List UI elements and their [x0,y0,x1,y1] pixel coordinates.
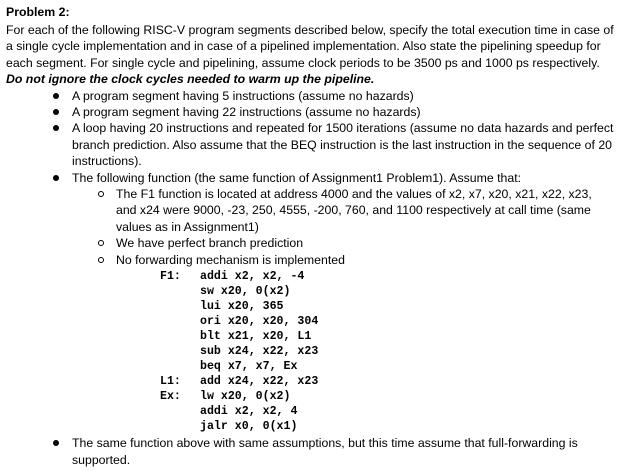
sub-list-item-text: The F1 function is located at address 4000 and the values of x2, x7, x20, x21, x22, x23, and x24 were 9000, -23, 250, 4555, -200, 760, and 1100 respectively at call time (same values as in Assignment1) [116,187,592,234]
bullet-icon [53,175,59,181]
code-instruction: ori x20, x20, 304 [200,315,319,329]
code-instruction: sub x24, x22, x23 [200,345,319,359]
problem-document [6,4,614,468]
list-item-text: A program segment having 5 instructions (assume no hazards) [72,88,414,103]
code-instruction: lui x20, 365 [200,300,284,314]
code-instruction: blt x21, x20, L1 [200,330,312,344]
list-item [6,104,614,120]
code-line [160,374,614,389]
hollow-bullet-icon [98,257,104,263]
code-instruction: jalr x0, 0(x1) [200,420,298,434]
code-line [160,344,614,359]
code-line [160,314,614,329]
list-item [6,435,614,468]
sub-list-item-text: We have perfect branch prediction [116,236,304,251]
intro-text: For each of the following RISC-V program segments described below, specify the total execution time in case of a single cycle implementation and in case of a pipelined implementation. Also state the pipelining speedup for each segment. For single cycle and pipelining, assume clock periods to be 3500 ps and 1000 ps respectively. [6,23,614,70]
sub-list-item [68,235,614,251]
code-label [160,359,200,374]
code-instruction: sw x20, 0(x2) [200,285,291,299]
code-instruction: addi x2, x2, 4 [200,405,298,419]
code-instruction: addi x2, x2, -4 [200,270,305,284]
sub-list-item-text: No forwarding mechanism is implemented [116,252,345,267]
code-label: F1: [160,270,181,284]
hollow-bullet-icon [98,191,104,197]
assumption-list [72,186,614,434]
list-item [6,170,614,434]
assembly-code-block [160,269,614,434]
code-line [160,404,614,419]
code-label [160,284,200,299]
code-instruction: add x24, x22, x23 [200,375,319,389]
bullet-icon [53,109,59,115]
code-line [160,269,614,284]
list-item-text: The same function above with same assumptions, but this time assume that full-forwarding is supported. [72,436,578,467]
code-line [160,299,614,314]
sub-list-item [68,186,614,235]
code-instruction: lw x20, 0(x2) [200,390,291,404]
code-label: Ex: [160,390,181,404]
list-item [6,88,614,104]
problem-title: Problem 2: [6,5,70,19]
code-line [160,419,614,434]
code-line [160,284,614,299]
problem-intro [6,22,614,88]
list-item-text: The following function (the same function of Assignment1 Problem1). Assume that: [72,170,522,185]
task-list [6,88,614,468]
code-label [160,314,200,329]
bullet-icon [53,440,59,446]
warm-up-warning: Do not ignore the clock cycles needed to warm up the pipeline. [6,72,375,87]
bullet-icon [53,125,59,131]
code-label [160,344,200,359]
code-instruction: beq x7, x7, Ex [200,360,298,374]
bullet-icon [53,93,59,99]
list-item-text: A program segment having 22 instructions (assume no hazards) [72,105,421,120]
code-label [160,299,200,314]
code-line [160,359,614,374]
code-label [160,404,200,419]
code-line [160,329,614,344]
code-line [160,389,614,404]
sub-list-item [68,252,614,434]
list-item [6,120,614,169]
code-label [160,329,200,344]
code-label [160,419,200,434]
hollow-bullet-icon [98,240,104,246]
list-item-text: A loop having 20 instructions and repeated for 1500 iterations (assume no data hazards and perfect branch prediction. Also assume that the BEQ instruction is the last instruction in the sequence of 20 instructions). [72,121,614,169]
code-label: L1: [160,375,181,389]
